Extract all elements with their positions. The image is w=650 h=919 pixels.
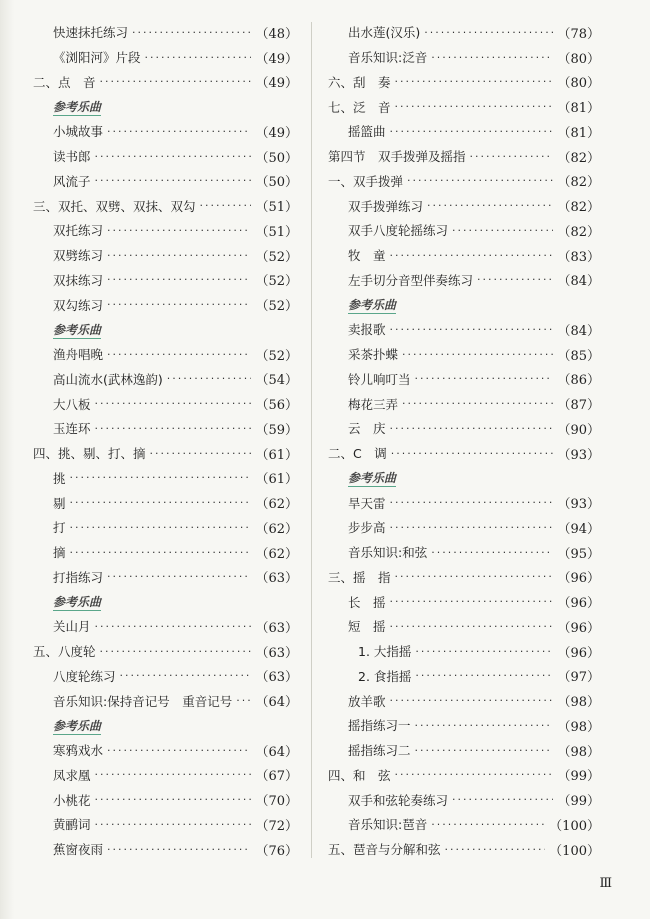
toc-entry-page: （63） bbox=[255, 670, 298, 686]
toc-entry-title: 打 bbox=[53, 520, 66, 536]
reference-label: 参考乐曲 bbox=[53, 322, 102, 337]
toc-entry-title bbox=[328, 296, 396, 313]
dot-leader bbox=[70, 496, 252, 509]
toc-entry bbox=[328, 490, 600, 515]
dot-leader bbox=[95, 422, 252, 435]
toc-entry-title: 蕉窗夜雨 bbox=[53, 842, 104, 858]
dot-leader bbox=[407, 174, 553, 187]
dot-leader bbox=[107, 744, 251, 757]
dot-leader bbox=[452, 224, 553, 237]
toc-entry-page: （51） bbox=[255, 224, 298, 240]
toc-entry-page: （96） bbox=[557, 645, 600, 661]
toc-entry-title: 《浏阳河》片段 bbox=[53, 50, 141, 66]
dot-leader bbox=[70, 471, 252, 484]
toc-entry bbox=[33, 144, 298, 169]
toc-entry-page: （52） bbox=[255, 299, 298, 315]
toc-entry-page: （61） bbox=[255, 472, 298, 488]
toc-entry-page: （50） bbox=[255, 150, 298, 166]
toc-entry-page: （80） bbox=[557, 51, 600, 67]
dot-leader bbox=[431, 818, 545, 831]
toc-entry-page: （50） bbox=[255, 175, 298, 191]
reference-pieces-heading bbox=[328, 466, 600, 491]
toc-entry-page: （70） bbox=[255, 794, 298, 810]
toc-entry-page: （80） bbox=[557, 76, 600, 92]
dot-leader bbox=[95, 174, 252, 187]
toc-entry bbox=[328, 664, 600, 689]
toc-entry-title: 1. 大指摇 bbox=[358, 644, 412, 660]
toc-entry-title: 梅花三弄 bbox=[348, 396, 399, 412]
toc-entry-title: 音乐知识:和弦 bbox=[348, 545, 428, 561]
toc-entry-title: 二、C 调 bbox=[328, 446, 387, 462]
toc-entry-page: （63） bbox=[255, 620, 298, 636]
toc-entry-page: （51） bbox=[255, 200, 298, 216]
toc-entry-page: （56） bbox=[255, 398, 298, 414]
toc-entry-title: 采茶扑蝶 bbox=[348, 347, 399, 363]
toc-entry bbox=[33, 243, 298, 268]
dot-leader bbox=[150, 447, 252, 460]
toc-entry-page: （64） bbox=[255, 744, 298, 760]
toc-entry-page: （63） bbox=[255, 571, 298, 587]
toc-entry-title: 旱天雷 bbox=[348, 495, 386, 511]
toc-entry-page: （93） bbox=[557, 497, 600, 513]
toc-entry-title: 关山月 bbox=[53, 619, 91, 635]
toc-entry bbox=[33, 193, 298, 218]
toc-entry bbox=[328, 243, 600, 268]
toc-entry-title: 卖报歌 bbox=[348, 322, 386, 338]
toc-entry-page: （98） bbox=[557, 695, 600, 711]
toc-entry bbox=[328, 540, 600, 565]
toc-entry-page: （90） bbox=[557, 422, 600, 438]
dot-leader bbox=[395, 75, 554, 88]
dot-leader bbox=[200, 199, 252, 212]
toc-entry-title: 五、八度轮 bbox=[33, 644, 96, 660]
toc-entry-title: 快速抹托练习 bbox=[53, 25, 129, 41]
toc-entry-title: 2. 食指摇 bbox=[358, 668, 412, 684]
toc-entry bbox=[33, 466, 298, 491]
toc-entry bbox=[33, 268, 298, 293]
toc-entry-page: （54） bbox=[255, 373, 298, 389]
dot-leader bbox=[477, 273, 553, 286]
toc-entry-title: 音乐知识:保持音记号 重音记号 bbox=[53, 693, 233, 709]
toc-entry bbox=[33, 218, 298, 243]
toc-entry bbox=[328, 342, 600, 367]
toc-entry-page: （87） bbox=[557, 398, 600, 414]
toc-entry-page: （49） bbox=[255, 125, 298, 141]
toc-entry-page: （93） bbox=[557, 447, 600, 463]
toc-entry-title: 风流子 bbox=[53, 173, 91, 189]
toc-entry-page: （62） bbox=[255, 497, 298, 513]
toc-entry-title: 长 摇 bbox=[348, 594, 386, 610]
toc-entry-title: 摇指练习一 bbox=[348, 718, 411, 734]
toc-entry-title: 牧 童 bbox=[348, 248, 386, 264]
page-edge-shadow bbox=[0, 0, 14, 919]
reference-label: 参考乐曲 bbox=[53, 100, 102, 115]
toc-entry-page: （52） bbox=[255, 274, 298, 290]
dot-leader bbox=[95, 793, 252, 806]
toc-entry-title: 第四节 双手拨弹及摇指 bbox=[328, 149, 466, 165]
toc-entry bbox=[328, 193, 600, 218]
toc-entry-title bbox=[33, 98, 101, 115]
toc-entry bbox=[328, 837, 600, 862]
dot-leader bbox=[120, 669, 252, 682]
toc-entry-page: （97） bbox=[557, 670, 600, 686]
dot-leader bbox=[431, 546, 553, 559]
toc-entry bbox=[328, 589, 600, 614]
reference-pieces-heading bbox=[33, 94, 298, 119]
toc-entry-title: 玉连环 bbox=[53, 421, 91, 437]
reference-label: 参考乐曲 bbox=[53, 718, 102, 733]
toc-entry-page: （86） bbox=[557, 373, 600, 389]
toc-entry-title: 摇篮曲 bbox=[348, 124, 386, 140]
dot-leader bbox=[132, 26, 251, 39]
toc-entry-title: 五、琶音与分解和弦 bbox=[328, 842, 441, 858]
dot-leader bbox=[445, 843, 546, 856]
dot-leader bbox=[390, 521, 554, 534]
toc-entry-page: （59） bbox=[255, 422, 298, 438]
toc-entry-page: （99） bbox=[557, 794, 600, 810]
dot-leader bbox=[452, 793, 553, 806]
toc-entry-title bbox=[33, 717, 101, 734]
dot-leader bbox=[107, 298, 251, 311]
toc-entry-title: 四、和 弦 bbox=[328, 767, 391, 783]
toc-entry-page: （85） bbox=[557, 348, 600, 364]
toc-entry bbox=[33, 664, 298, 689]
toc-entry bbox=[33, 70, 298, 95]
toc-entry-title: 三、双托、双劈、双抹、双勾 bbox=[33, 198, 196, 214]
toc-entry bbox=[33, 490, 298, 515]
toc-entry bbox=[328, 738, 600, 763]
toc-entry-page: （99） bbox=[557, 769, 600, 785]
toc-entry-title: 凤求凰 bbox=[53, 767, 91, 783]
dot-leader bbox=[390, 620, 554, 633]
reference-pieces-heading bbox=[328, 292, 600, 317]
toc-entry bbox=[328, 639, 600, 664]
dot-leader bbox=[431, 51, 553, 64]
toc-entry bbox=[33, 763, 298, 788]
toc-entry-title bbox=[33, 593, 101, 610]
toc-entry-page: （67） bbox=[255, 769, 298, 785]
toc-entry-page: （81） bbox=[557, 125, 600, 141]
toc-entry-page: （96） bbox=[557, 620, 600, 636]
toc-entry-title: 剔 bbox=[53, 495, 66, 511]
toc-entry bbox=[328, 367, 600, 392]
toc-entry bbox=[33, 515, 298, 540]
dot-leader bbox=[95, 150, 252, 163]
toc-entry-title: 云 庆 bbox=[348, 421, 386, 437]
toc-entry bbox=[328, 94, 600, 119]
toc-entry-page: （100） bbox=[549, 843, 600, 859]
toc-entry-page: （94） bbox=[557, 521, 600, 537]
toc-entry bbox=[328, 713, 600, 738]
toc-entry-page: （48） bbox=[255, 26, 298, 42]
toc-entry-title: 四、挑、剔、打、摘 bbox=[33, 446, 146, 462]
toc-entry bbox=[328, 70, 600, 95]
toc-entry bbox=[328, 565, 600, 590]
toc-entry-title: 大八板 bbox=[53, 396, 91, 412]
toc-entry-page: （98） bbox=[557, 719, 600, 735]
dot-leader bbox=[402, 348, 553, 361]
toc-entry-page: （96） bbox=[557, 596, 600, 612]
toc-entry-title: 双手拨弹练习 bbox=[348, 198, 424, 214]
dot-leader bbox=[70, 521, 252, 534]
toc-entry bbox=[328, 812, 600, 837]
dot-leader bbox=[95, 620, 252, 633]
toc-entry bbox=[33, 45, 298, 70]
toc-entry bbox=[33, 787, 298, 812]
toc-entry-title: 出水莲(汉乐) bbox=[348, 25, 421, 41]
dot-leader bbox=[95, 818, 252, 831]
dot-leader bbox=[145, 51, 252, 64]
toc-entry bbox=[33, 292, 298, 317]
toc-entry-title: 六、刮 奏 bbox=[328, 74, 391, 90]
toc-entry-page: （76） bbox=[255, 843, 298, 859]
toc-entry-page: （64） bbox=[255, 695, 298, 711]
toc-entry-title: 双手八度轮摇练习 bbox=[348, 223, 449, 239]
reference-pieces-heading bbox=[33, 589, 298, 614]
toc-entry bbox=[33, 342, 298, 367]
toc-entry-title: 渔舟唱晚 bbox=[53, 347, 104, 363]
toc-entry-page: （52） bbox=[255, 348, 298, 364]
toc-entry bbox=[328, 787, 600, 812]
dot-leader bbox=[100, 75, 252, 88]
toc-entry-title: 挑 bbox=[53, 470, 66, 486]
toc-entry bbox=[33, 441, 298, 466]
toc-entry bbox=[33, 391, 298, 416]
dot-leader bbox=[395, 100, 554, 113]
dot-leader bbox=[390, 422, 554, 435]
toc-entry-title: 双手和弦轮奏练习 bbox=[348, 792, 449, 808]
toc-entry-title: 步步高 bbox=[348, 520, 386, 536]
dot-leader bbox=[427, 199, 553, 212]
toc-entry-page: （82） bbox=[557, 175, 600, 191]
toc-entry bbox=[328, 268, 600, 293]
dot-leader bbox=[107, 125, 251, 138]
toc-entry-page: （61） bbox=[255, 447, 298, 463]
toc-entry-title: 八度轮练习 bbox=[53, 668, 116, 684]
toc-entry-title: 铃儿响叮当 bbox=[348, 371, 411, 387]
toc-entry-title: 读书郎 bbox=[53, 149, 91, 165]
toc-entry-page: （49） bbox=[255, 76, 298, 92]
toc-entry bbox=[328, 119, 600, 144]
toc-entry-title: 小桃花 bbox=[53, 792, 91, 808]
dot-leader bbox=[236, 694, 251, 707]
reference-label: 参考乐曲 bbox=[348, 471, 397, 486]
toc-entry-title: 双勾练习 bbox=[53, 297, 104, 313]
dot-leader bbox=[424, 26, 553, 39]
dot-leader bbox=[95, 768, 252, 781]
toc-entry-title: 摇指练习二 bbox=[348, 743, 411, 759]
toc-entry bbox=[328, 441, 600, 466]
toc-entry bbox=[328, 169, 600, 194]
dot-leader bbox=[395, 570, 554, 583]
toc-entry-page: （82） bbox=[557, 200, 600, 216]
toc-entry bbox=[328, 688, 600, 713]
toc-entry bbox=[328, 515, 600, 540]
toc-entry-title: 放羊歌 bbox=[348, 693, 386, 709]
dot-leader bbox=[70, 546, 252, 559]
dot-leader bbox=[415, 372, 554, 385]
toc-entry-title: 音乐知识:琶音 bbox=[348, 817, 428, 833]
dot-leader bbox=[415, 669, 553, 682]
toc-entry bbox=[328, 144, 600, 169]
toc-entry-page: （84） bbox=[557, 323, 600, 339]
reference-pieces-heading bbox=[33, 317, 298, 342]
toc-entry-title: 双抹练习 bbox=[53, 272, 104, 288]
toc-right-column bbox=[328, 20, 600, 862]
toc-entry bbox=[33, 639, 298, 664]
dot-leader bbox=[390, 496, 554, 509]
toc-entry bbox=[328, 763, 600, 788]
dot-leader bbox=[415, 645, 553, 658]
page-number: Ⅲ bbox=[599, 876, 612, 891]
toc-entry-page: （83） bbox=[557, 249, 600, 265]
toc-entry-title: 寒鸦戏水 bbox=[53, 743, 104, 759]
toc-entry bbox=[33, 738, 298, 763]
toc-entry-page: （78） bbox=[557, 26, 600, 42]
dot-leader bbox=[391, 447, 554, 460]
toc-entry-title: 短 摇 bbox=[348, 619, 386, 635]
dot-leader bbox=[390, 249, 554, 262]
toc-entry bbox=[328, 20, 600, 45]
toc-entry bbox=[33, 837, 298, 862]
dot-leader bbox=[95, 397, 252, 410]
toc-entry-page: （62） bbox=[255, 521, 298, 537]
toc-entry-page: （63） bbox=[255, 645, 298, 661]
toc-entry bbox=[33, 119, 298, 144]
toc-entry-page: （82） bbox=[557, 150, 600, 166]
dot-leader bbox=[470, 150, 554, 163]
toc-entry-page: （82） bbox=[557, 224, 600, 240]
toc-entry bbox=[33, 20, 298, 45]
toc-entry-title: 七、泛 音 bbox=[328, 99, 391, 115]
dot-leader bbox=[107, 224, 251, 237]
toc-entry-page: （62） bbox=[255, 546, 298, 562]
toc-entry bbox=[33, 688, 298, 713]
dot-leader bbox=[107, 348, 251, 361]
toc-entry bbox=[33, 416, 298, 441]
toc-entry-page: （52） bbox=[255, 249, 298, 265]
toc-left-column bbox=[33, 20, 298, 862]
toc-entry-title: 二、点 音 bbox=[33, 74, 96, 90]
toc-entry-title: 三、摇 指 bbox=[328, 569, 391, 585]
toc-entry bbox=[328, 614, 600, 639]
toc-entry-page: （72） bbox=[255, 818, 298, 834]
reference-pieces-heading bbox=[33, 713, 298, 738]
toc-entry bbox=[33, 812, 298, 837]
toc-entry-page: （49） bbox=[255, 51, 298, 67]
dot-leader bbox=[100, 645, 252, 658]
toc-entry bbox=[33, 540, 298, 565]
reference-label: 参考乐曲 bbox=[53, 595, 102, 610]
dot-leader bbox=[167, 372, 252, 385]
toc-entry bbox=[33, 169, 298, 194]
toc-entry bbox=[328, 416, 600, 441]
dot-leader bbox=[107, 249, 251, 262]
dot-leader bbox=[415, 719, 554, 732]
toc-entry bbox=[328, 317, 600, 342]
toc-entry-title: 摘 bbox=[53, 545, 66, 561]
dot-leader bbox=[390, 125, 554, 138]
dot-leader bbox=[395, 768, 554, 781]
toc-entry-title: 音乐知识:泛音 bbox=[348, 50, 428, 66]
dot-leader bbox=[107, 570, 251, 583]
dot-leader bbox=[415, 744, 554, 757]
dot-leader bbox=[390, 323, 554, 336]
toc-entry-title bbox=[33, 321, 101, 338]
dot-leader bbox=[390, 694, 554, 707]
dot-leader bbox=[107, 843, 251, 856]
dot-leader bbox=[107, 273, 251, 286]
toc-entry-title: 高山流水(武林逸韵) bbox=[53, 371, 163, 387]
toc-entry-title: 小城故事 bbox=[53, 124, 104, 140]
toc-entry bbox=[33, 565, 298, 590]
toc-entry-title: 黄鹂词 bbox=[53, 817, 91, 833]
toc-entry bbox=[33, 614, 298, 639]
toc-entry-page: （84） bbox=[557, 274, 600, 290]
toc-entry-page: （98） bbox=[557, 744, 600, 760]
dot-leader bbox=[402, 397, 553, 410]
toc-entry bbox=[33, 367, 298, 392]
toc-entry-title bbox=[328, 469, 396, 486]
toc-entry bbox=[328, 391, 600, 416]
reference-label: 参考乐曲 bbox=[348, 298, 397, 313]
toc-entry-page: （96） bbox=[557, 571, 600, 587]
toc-entry-title: 打指练习 bbox=[53, 569, 104, 585]
column-divider bbox=[311, 22, 312, 858]
toc-entry bbox=[328, 218, 600, 243]
toc-entry-page: （81） bbox=[557, 101, 600, 117]
toc-entry bbox=[328, 45, 600, 70]
toc-entry-page: （100） bbox=[549, 818, 600, 834]
toc-entry-title: 双托练习 bbox=[53, 223, 104, 239]
toc-entry-title: 一、双手拨弹 bbox=[328, 173, 404, 189]
dot-leader bbox=[390, 595, 554, 608]
toc-entry-title: 双劈练习 bbox=[53, 248, 104, 264]
toc-entry-title: 左手切分音型伴奏练习 bbox=[348, 272, 474, 288]
toc-entry-page: （95） bbox=[557, 546, 600, 562]
